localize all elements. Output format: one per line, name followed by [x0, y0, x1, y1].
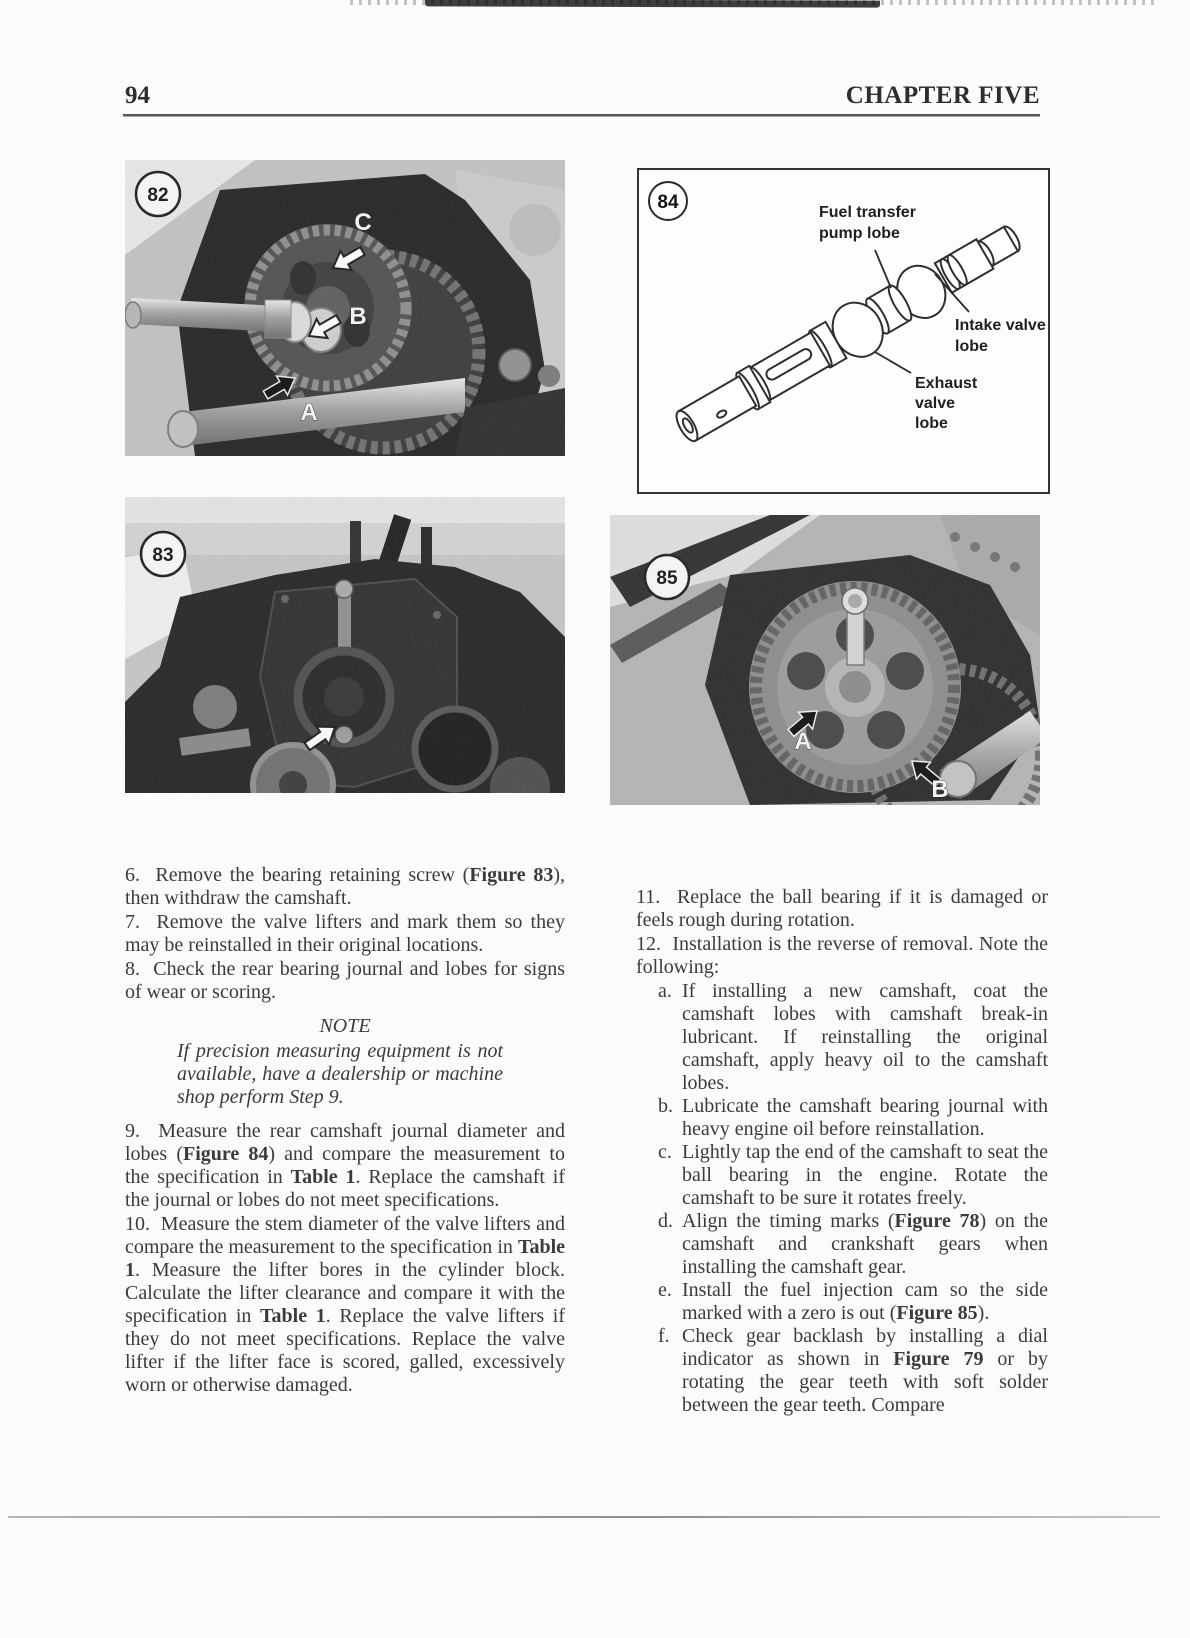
note-body: If precision measuring equipment is not available, have a dealership or machine shop perform Step 9.: [177, 1040, 503, 1108]
svg-text:84: 84: [657, 192, 679, 213]
exhaust-label-line1: Exhaust: [915, 375, 978, 392]
callout-label-a: A: [794, 728, 812, 755]
step-10: 10. Measure the stem diameter of the valve lifters and compare the measurement to the specification in Table 1. Measure the lifter bores in the cylinder block. Calculate the lifter clearance and compare it with the specification in Table 1. Replace the valve lifters if they do not meet specifications. Replace the valve lifter if the lifter face is scored, galled, excessively worn or otherwise damaged.: [125, 1213, 566, 1396]
substep-e-marker: e.: [658, 1279, 672, 1301]
step-11: 11. Replace the ball bearing if it is damaged or feels rough during rotation.: [636, 886, 1048, 931]
photo-grain: [125, 497, 565, 793]
figure-82-illustration: [125, 160, 565, 456]
svg-text:82: 82: [147, 185, 169, 206]
scan-artifact-speckle: [350, 0, 1160, 5]
intake-label-line1: Intake valve: [955, 317, 1046, 334]
substep-e: [636, 1279, 1048, 1325]
step-7: 7. Remove the valve lifters and mark them so they may be reinstalled in their original locations.: [125, 911, 565, 956]
substep-d: [636, 1210, 1048, 1279]
svg-text:83: 83: [152, 545, 174, 566]
callout-label-a: A: [300, 399, 318, 426]
figure-83-photo: [125, 497, 565, 793]
substep-c: [636, 1141, 1048, 1210]
figure-82-photo: [125, 160, 565, 456]
figure-84-illustration: [639, 170, 1048, 492]
substep-a-marker: a.: [658, 980, 672, 1002]
header-rule: [123, 114, 1040, 117]
figure-84-badge: [649, 182, 687, 220]
figure-84-drawing: [637, 168, 1050, 494]
substep-f-text: Check gear backlash by installing a dial indicator as shown in Figure 79 or by rotating the gear teeth with soft solder between the gear teeth. Compare: [682, 1325, 1048, 1416]
substep-f-marker: f.: [658, 1325, 670, 1347]
note-title: NOTE: [319, 1015, 371, 1037]
figure-85-photo: [610, 515, 1040, 805]
camshaft-drawing: [668, 213, 1031, 455]
fuel-label-line2: pump lobe: [819, 225, 900, 242]
substep-b-marker: b.: [658, 1095, 673, 1117]
step-9: 9. Measure the rear camshaft journal diameter and lobes (Figure 84) and compare the measurement to the specification in Table 1. Replace the camshaft if the journal or lobes do not meet specifications.: [125, 1120, 565, 1211]
step-6: 6. Remove the bearing retaining screw (Figure 83), then withdraw the camshaft.: [125, 864, 565, 909]
exhaust-label-line3: lobe: [915, 415, 948, 432]
intake-label-line2: lobe: [955, 338, 988, 355]
substep-a-text: If installing a new camshaft, coat the camshaft lobes with camshaft break-in lubricant. If reinstalling the original camshaft, apply heavy oil to the camshaft lobes.: [682, 980, 1048, 1094]
figure-85-illustration: [610, 515, 1040, 805]
substep-f: [636, 1325, 1048, 1417]
bottom-scan-rule: [8, 1516, 1160, 1518]
step-12: 12. Installation is the reverse of removal. Note the following:: [636, 933, 1048, 978]
page-number: 94: [125, 82, 150, 109]
fuel-label-leader: [875, 250, 891, 288]
substep-b: [636, 1095, 1048, 1141]
callout-label-b: B: [931, 776, 949, 803]
chapter-title: CHAPTER FIVE: [845, 82, 1040, 109]
substep-d-text: Align the timing marks (Figure 78) on the camshaft and crankshaft gears when installing the camshaft gear.: [682, 1210, 1048, 1278]
fuel-label-line1: Fuel transfer: [819, 204, 916, 221]
figure-83-illustration: [125, 497, 565, 793]
exhaust-label-line2: valve: [915, 395, 956, 412]
svg-text:85: 85: [656, 568, 678, 589]
substep-c-marker: c.: [658, 1141, 672, 1163]
substep-d-marker: d.: [658, 1210, 673, 1232]
right-text-column: [636, 886, 1048, 1417]
callout-label-c: C: [354, 209, 372, 236]
callout-label-b: B: [349, 303, 367, 330]
exhaust-label-leader: [875, 352, 911, 373]
substep-a: [636, 980, 1048, 1095]
substep-b-text: Lubricate the camshaft bearing journal with heavy engine oil before reinstallation.: [682, 1095, 1048, 1140]
step-8: 8. Check the rear bearing journal and lobes for signs of wear or scoring.: [125, 958, 565, 1003]
substep-e-text: Install the fuel injection cam so the side marked with a zero is out (Figure 85).: [682, 1279, 1048, 1324]
photo-grain: [610, 515, 1040, 805]
left-text-column: [125, 864, 565, 1398]
photo-grain: [125, 160, 565, 456]
substep-c-text: Lightly tap the end of the camshaft to seat the ball bearing in the engine. Rotate the camshaft to be sure it rotates freely.: [682, 1141, 1048, 1209]
